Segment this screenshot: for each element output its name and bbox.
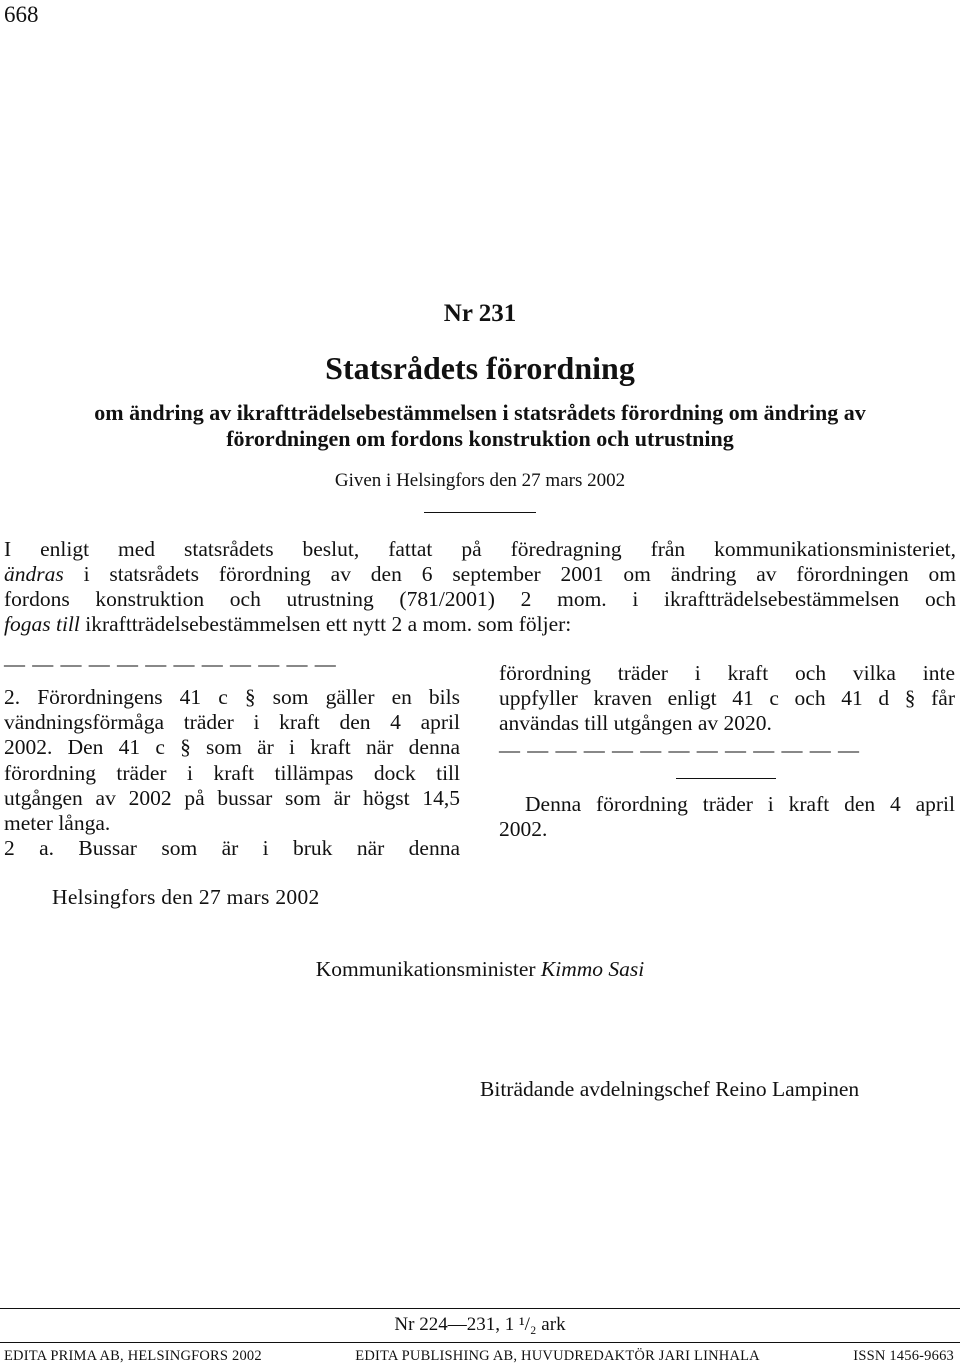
intro-paragraph	[4, 537, 956, 637]
place-date: Helsingfors den 27 mars 2002	[52, 885, 320, 909]
minister-name: Kimmo Sasi	[540, 957, 645, 981]
body-line: vändningsförmåga träder i kraft den 4 april	[4, 710, 460, 735]
footer-imprint	[4, 1348, 954, 1365]
body-line: 2002.	[499, 817, 548, 842]
footer-publisher: EDITA PUBLISHING AB, HUVUDREDAKTÖR JARI LINHALA	[355, 1348, 760, 1364]
body-line: 2 a. Bussar som är i bruk när denna	[4, 836, 460, 861]
subtitle-line: om ändring av ikraftträdelsebestämmelsen i statsrådets förordning om ändring av	[94, 400, 866, 425]
right-column-text	[499, 661, 955, 737]
omission-dashes-left: — — — — — — — — — — — —	[4, 652, 337, 676]
body-line: användas till utgången av 2020.	[499, 711, 772, 736]
body-line: 2002. Den 41 c § som är i kraft när denna	[4, 735, 460, 760]
body-line: uppfyller kraven enligt 41 c och 41 d § får	[499, 686, 955, 711]
body-line: förordning träder i kraft och vilka inte	[499, 661, 955, 685]
footer-divider	[0, 1308, 960, 1309]
given-date: Given i Helsingfors den 27 mars 2002	[334, 470, 626, 491]
section-divider	[676, 778, 776, 779]
body-line: utgången av 2002 på bussar som är högst 14,5	[4, 785, 460, 810]
subtitle-line: förordningen om fordons konstruktion och utrustning	[226, 426, 734, 451]
intro-emphasis: fogas till	[4, 612, 80, 636]
intro-line	[4, 562, 956, 587]
deputy-signature: Biträdande avdelningschef Reino Lampinen	[480, 1077, 860, 1101]
intro-line	[4, 612, 956, 637]
omission-dashes-right: — — — — — — — — — — — — —	[499, 738, 860, 762]
entry-into-force-text	[499, 792, 955, 842]
minister-signature	[0, 957, 960, 982]
footer-issn: ISSN 1456-9663	[853, 1348, 954, 1364]
statute-number: Nr 231	[443, 300, 517, 327]
body-line: förordning träder i kraft tillämpas dock till	[4, 760, 460, 785]
footer-printer: EDITA PRIMA AB, HELSINGFORS 2002	[4, 1348, 262, 1364]
page-subtitle	[20, 400, 940, 452]
intro-emphasis: ändras	[4, 562, 64, 586]
body-line: meter långa.	[4, 811, 111, 836]
intro-text: ikraftträdelsebestämmelsen ett nytt 2 a mom. som följer:	[79, 612, 572, 636]
header-divider	[424, 512, 536, 513]
page-title: Statsrådets förordning	[325, 350, 635, 386]
footer-divider	[0, 1342, 960, 1343]
intro-text: i statsrådets förordning av den 6 september 2001 om ändring av förordningen om	[63, 562, 956, 586]
intro-line: fordons konstruktion och utrustning (781/2001) 2 mom. i ikraftträdelsebestämmelsen och	[4, 587, 956, 611]
left-column-text	[4, 685, 460, 861]
body-line: 2. Förordningens 41 c § som gäller en bils	[4, 685, 460, 709]
minister-title: Kommunikationsminister	[315, 957, 541, 981]
body-line: Denna förordning träder i kraft den 4 april	[525, 792, 955, 816]
footer-issue-number: Nr 224—231, 1 ¹/₂ ark	[394, 1314, 566, 1335]
page-number: 668	[4, 2, 39, 27]
intro-line: I enligt med statsrådets beslut, fattat på föredragning från kommunikationsministeriet,	[4, 537, 956, 561]
